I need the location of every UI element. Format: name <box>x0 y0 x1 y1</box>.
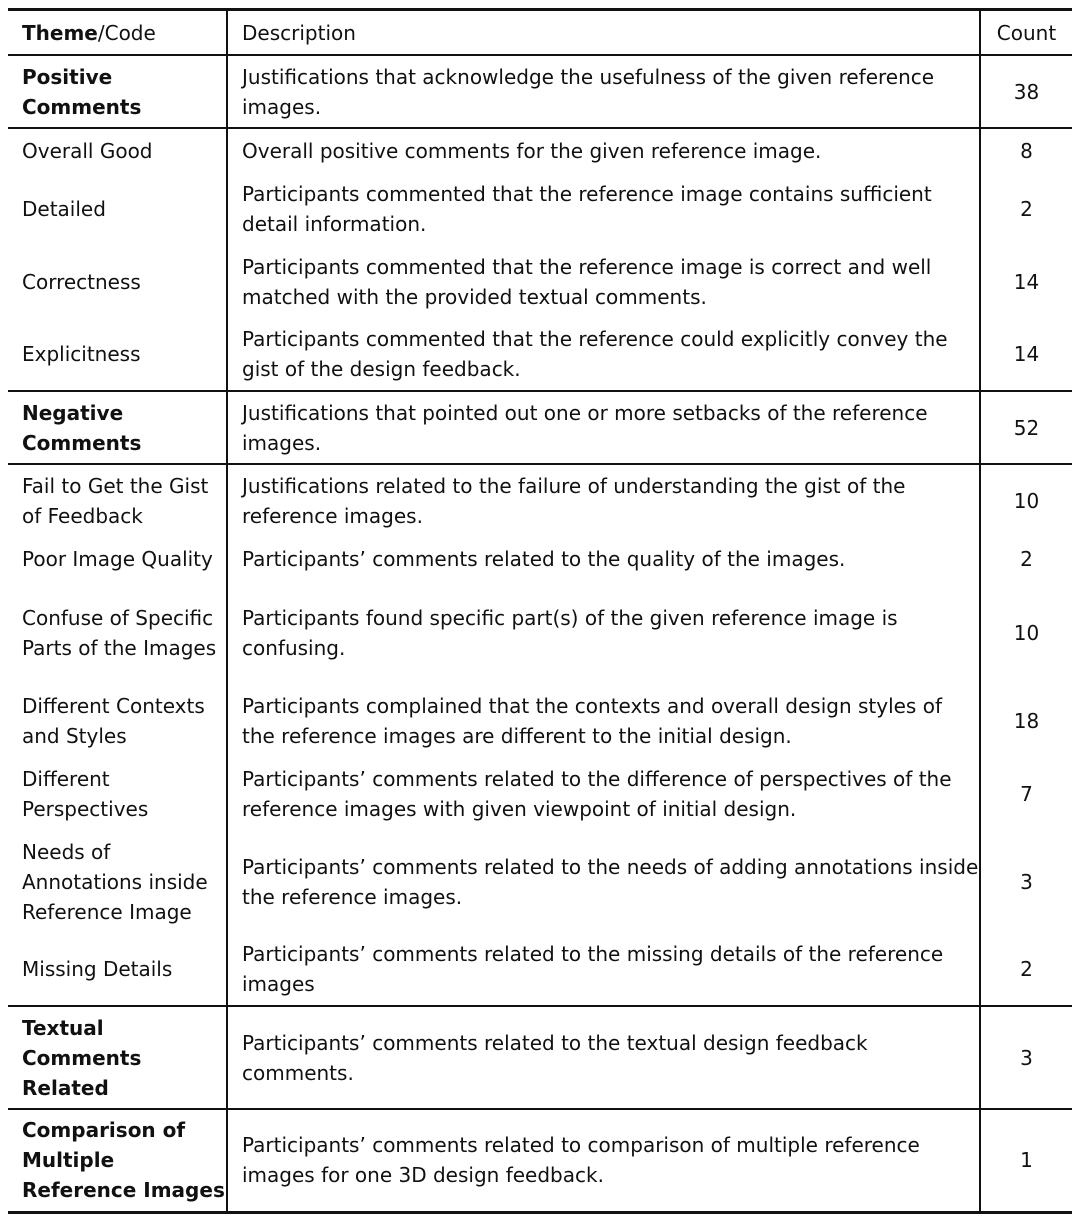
row-description: Participants’ comments related to the textual design feedback comments. <box>227 1006 980 1109</box>
row-count: 52 <box>980 391 1072 464</box>
row-name: Negative Comments <box>8 391 227 464</box>
theme-row-negative <box>8 391 1072 464</box>
row-name: Textual Comments Related <box>8 1006 227 1109</box>
row-description: Overall positive comments for the given reference image. <box>227 128 980 172</box>
code-row <box>8 684 1072 757</box>
header-code: /Code <box>97 20 156 45</box>
header-theme: Theme <box>22 20 98 45</box>
row-name: Different Contexts and Styles <box>8 684 227 757</box>
themes-table <box>8 8 1072 1214</box>
row-description: Participants commented that the reference image is correct and well matched with the provided textual comments. <box>227 245 980 318</box>
theme-row-textual <box>8 1006 1072 1109</box>
row-description: Justifications that acknowledge the usefulness of the given reference images. <box>227 55 980 128</box>
row-name: Overall Good <box>8 128 227 172</box>
code-row <box>8 757 1072 830</box>
code-row <box>8 318 1072 391</box>
row-count: 10 <box>980 464 1072 537</box>
row-name: Fail to Get the Gist of Feedback <box>8 464 227 537</box>
row-name: Different Perspectives <box>8 757 227 830</box>
row-description: Participants’ comments related to the missing details of the reference images <box>227 933 980 1006</box>
row-description: Participants complained that the contexts and overall design styles of the reference images are different to the initial design. <box>227 684 980 757</box>
code-row <box>8 128 1072 172</box>
row-count: 8 <box>980 128 1072 172</box>
header-description: Description <box>227 10 980 56</box>
row-count: 7 <box>980 757 1072 830</box>
row-description: Participants’ comments related to the needs of adding annotations inside the reference images. <box>227 830 980 933</box>
row-name: Correctness <box>8 245 227 318</box>
row-name: Needs of Annotations inside Reference Image <box>8 830 227 933</box>
header-count: Count <box>980 10 1072 56</box>
row-count: 2 <box>980 172 1072 245</box>
code-row <box>8 172 1072 245</box>
row-name: Confuse of Specific Parts of the Images <box>8 581 227 684</box>
row-count: 14 <box>980 318 1072 391</box>
table-header-row <box>8 10 1072 56</box>
row-name: Explicitness <box>8 318 227 391</box>
code-row <box>8 245 1072 318</box>
row-description: Participants commented that the reference could explicitly convey the gist of the design feedback. <box>227 318 980 391</box>
code-row <box>8 933 1072 1006</box>
row-count: 38 <box>980 55 1072 128</box>
row-name: Missing Details <box>8 933 227 1006</box>
row-description: Participants’ comments related to the difference of perspectives of the reference images with given viewpoint of initial design. <box>227 757 980 830</box>
code-row <box>8 464 1072 537</box>
row-name: Detailed <box>8 172 227 245</box>
row-count: 3 <box>980 1006 1072 1109</box>
row-description: Participants’ comments related to the quality of the images. <box>227 537 980 581</box>
row-description: Justifications related to the failure of understanding the gist of the reference images. <box>227 464 980 537</box>
code-row <box>8 830 1072 933</box>
row-count: 10 <box>980 581 1072 684</box>
row-count: 3 <box>980 830 1072 933</box>
theme-row-comparison <box>8 1109 1072 1212</box>
row-count: 18 <box>980 684 1072 757</box>
code-row <box>8 537 1072 581</box>
theme-row-positive <box>8 55 1072 128</box>
code-row <box>8 581 1072 684</box>
row-count: 14 <box>980 245 1072 318</box>
row-description: Participants found specific part(s) of the given reference image is confusing. <box>227 581 980 684</box>
row-name: Poor Image Quality <box>8 537 227 581</box>
row-description: Participants’ comments related to comparison of multiple reference images for one 3D design feedback. <box>227 1109 980 1212</box>
row-count: 2 <box>980 537 1072 581</box>
row-description: Participants commented that the reference image contains sufficient detail information. <box>227 172 980 245</box>
row-name: Positive Comments <box>8 55 227 128</box>
row-count: 1 <box>980 1109 1072 1212</box>
row-count: 2 <box>980 933 1072 1006</box>
row-name: Comparison of Multiple Reference Images <box>8 1109 227 1212</box>
header-theme-code <box>8 10 227 56</box>
row-description: Justifications that pointed out one or more setbacks of the reference images. <box>227 391 980 464</box>
